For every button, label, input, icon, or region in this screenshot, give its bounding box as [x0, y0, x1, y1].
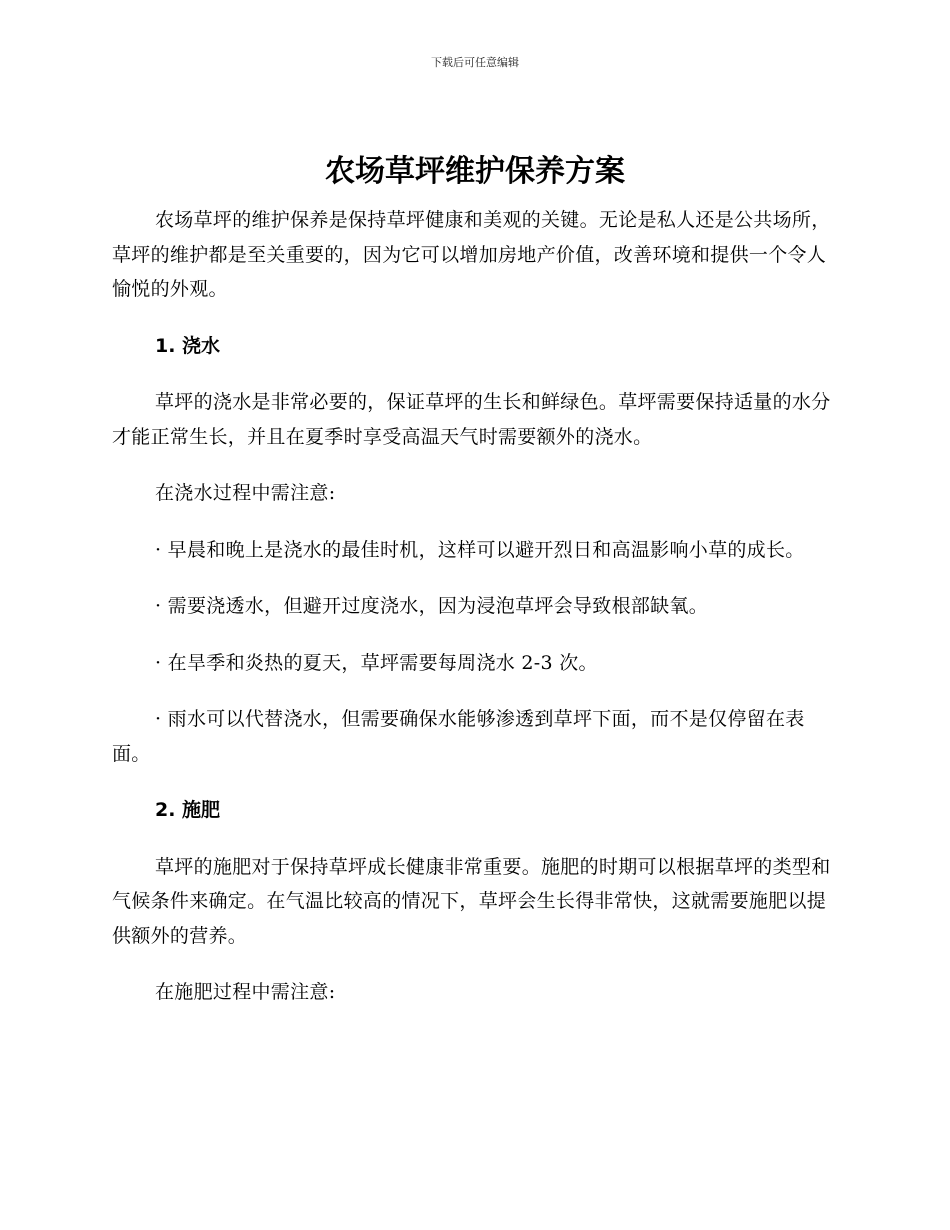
intro-paragraph: 农场草坪的维护保养是保持草坪健康和美观的关键。无论是私人还是公共场所，草坪的维护都是至关重要的，因为它可以增加房地产价值，改善环境和提供一个令人愉悦的外观。: [112, 209, 831, 300]
section-fertilizing: [112, 793, 832, 1010]
section-heading: 1. 浇水: [155, 334, 221, 357]
section-watering: [112, 329, 832, 772]
notes-lead: 在浇水过程中需注意:: [155, 482, 336, 504]
notes-lead: 在施肥过程中需注意:: [155, 981, 336, 1003]
header-note: 下载后可任意编辑: [431, 56, 519, 69]
bullet-item: · 雨水可以代替浇水，但需要确保水能够渗透到草坪下面，而不是仅停留在表面。: [112, 708, 805, 765]
section-heading: 2. 施肥: [155, 799, 221, 821]
section-paragraph: 草坪的施肥对于保持草坪成长健康非常重要。施肥的时期可以根据草坪的类型和气候条件来确定。在气温比较高的情况下，草坪会生长得非常快，这就需要施肥以提供额外的营养。: [112, 855, 831, 947]
bullet-item: · 需要浇透水，但避开过度浇水，因为浸泡草坪会导致根部缺氧。: [155, 595, 709, 617]
bullet-item: · 早晨和晚上是浇水的最佳时机，这样可以避开烈日和高温影响小草的成长。: [155, 538, 805, 561]
bullet-item: · 在旱季和炎热的夏天，草坪需要每周浇水 2-3 次。: [155, 651, 598, 674]
section-paragraph: 草坪的浇水是非常必要的，保证草坪的生长和鲜绿色。草坪需要保持适量的水分才能正常生长，并且在夏季时享受高温天气时需要额外的浇水。: [112, 391, 831, 448]
document-title: 农场草坪维护保养方案: [325, 154, 625, 189]
document-body: [112, 203, 832, 1010]
